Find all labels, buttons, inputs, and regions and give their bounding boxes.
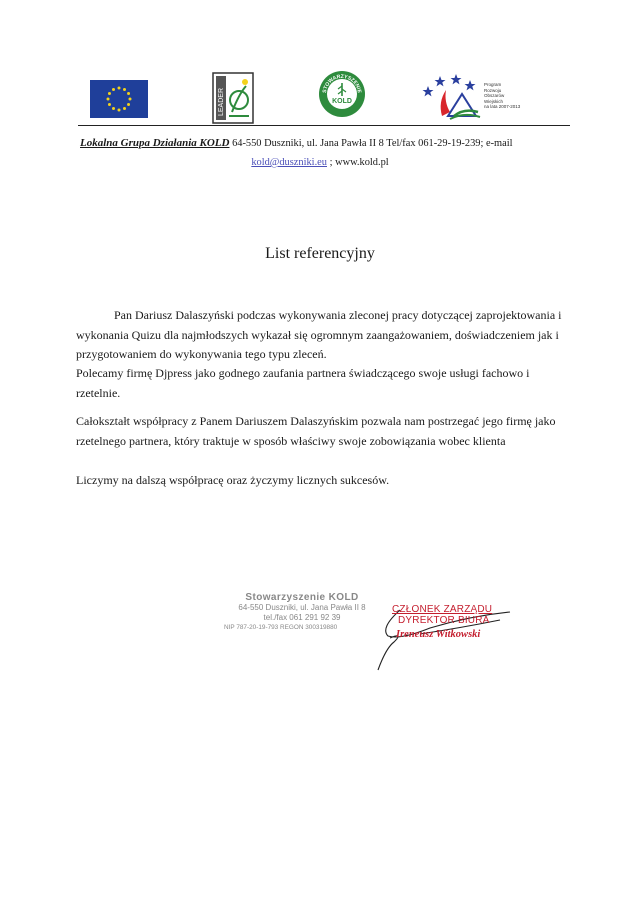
body-paragraph-1-text: Pan Dariusz Dalaszyński podczas wykonywania zleconej pracy dotyczącej zaprojektowania i wykonania Quizu dla najmłodszych wykazał się ogromnym zaangażowaniem, doświadczeniem jak i przygotowaniem do wykonywania tego typu zleceń. xyxy=(76,308,562,362)
eu-star-icon xyxy=(107,98,110,101)
eu-star-icon xyxy=(108,103,111,106)
stamp-name: Stowarzyszenie KOLD xyxy=(245,592,359,603)
signatory-name: Ireneusz Witkowski xyxy=(396,629,481,640)
prow-line: na lata 2007-2013 xyxy=(484,104,521,110)
eu-star-icon xyxy=(112,107,115,110)
organization-name: Lokalna Grupa Działania KOLD xyxy=(80,137,230,149)
leader-logo xyxy=(212,72,254,124)
stamp-ids: NIP 787-20-19-793 REGON 300319880 xyxy=(224,624,338,631)
kold-center-text: KOLD xyxy=(332,98,352,105)
prow-program-text xyxy=(484,82,534,110)
organization-address: 64-550 Duszniki, ul. Jana Pawła II 8 Tel/fax 061-29-19-239; e-mail xyxy=(232,138,513,149)
letterhead-contact xyxy=(0,157,640,168)
prow-line: Program xyxy=(484,82,502,87)
eu-star-icon xyxy=(129,98,132,101)
leader-logo-text: LEADER xyxy=(218,87,225,116)
stamp-address: 64-550 Duszniki, ul. Jana Pawła II 8 xyxy=(238,603,366,612)
body-paragraph-4: Liczymy na dalszą współpracę oraz życzymy licznych sukcesów. xyxy=(76,473,390,487)
prow-line: Obszarów xyxy=(484,93,505,99)
eu-star-icon xyxy=(118,87,121,90)
eu-star-icon xyxy=(123,107,126,110)
document-title: List referencyjny xyxy=(265,245,375,262)
eu-flag-logo xyxy=(90,80,148,118)
website-text: ; www.kold.pl xyxy=(329,157,389,168)
prow-line: Wiejskich xyxy=(484,98,504,104)
signatory-stamp xyxy=(392,604,542,640)
eu-star-icon xyxy=(112,88,115,91)
email-link[interactable]: kold@duszniki.eu xyxy=(251,157,327,168)
organization-stamp xyxy=(222,592,382,633)
eu-star-icon xyxy=(123,88,126,91)
eu-star-icon xyxy=(118,109,121,112)
letterhead-line xyxy=(80,137,570,149)
prow-program-logo xyxy=(420,72,530,122)
eu-stars-icon xyxy=(90,80,148,118)
stamp-phone: tel./fax 061 291 92 39 xyxy=(263,613,341,622)
eu-star-icon xyxy=(108,92,111,95)
eu-star-icon xyxy=(127,92,130,95)
signatory-role-2: DYREKTOR BIURA xyxy=(398,615,490,626)
body-paragraph-3: Całokształt współpracy z Panem Dariuszem Dalaszyńskim pozwala nam postrzegać jego firmę jako rzetelnego partnera, który traktuje w sposób właściwy swoje zobowiązania wobec klienta xyxy=(76,414,556,448)
body-paragraph-2: Polecamy firmę Djpress jako godnego zaufania partnera świadczącego swoje usługi fachowo i rzetelnie. xyxy=(76,366,530,400)
letterhead-divider xyxy=(78,125,570,126)
prow-line: Rozwoju xyxy=(484,87,502,93)
kold-association-logo xyxy=(318,70,366,118)
signatory-role-1: CZŁONEK ZARZĄDU xyxy=(392,604,493,615)
kold-ring-text: STOWARZYSZENIE xyxy=(321,73,363,94)
eu-star-icon xyxy=(127,103,130,106)
body-paragraph-1 xyxy=(76,306,576,365)
